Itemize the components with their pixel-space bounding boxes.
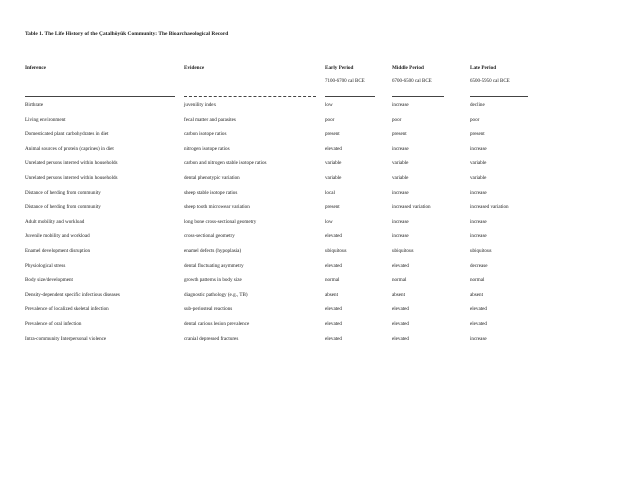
header-middle-period: Middle Period xyxy=(392,65,424,71)
cell-middle: increased variation xyxy=(392,204,431,211)
cell-late: increased variation xyxy=(470,204,509,211)
cell-early: local xyxy=(325,189,335,196)
table-caption: Table 1. The Life History of the Çatalhöyük Community: The Bioarchaeological Record xyxy=(25,31,229,37)
cell-early: elevated xyxy=(325,145,342,152)
cell-middle: elevated xyxy=(392,306,409,313)
cell-late: variable xyxy=(470,160,487,167)
table-row xyxy=(0,277,621,285)
cell-early: elevated xyxy=(325,233,342,240)
header-late-dates: 6500-5950 cal BCE xyxy=(470,79,510,84)
cell-early: poor xyxy=(325,116,335,123)
cell-middle: variable xyxy=(392,175,409,181)
table-row xyxy=(0,160,621,168)
header-late-period: Late Period xyxy=(470,65,497,71)
table-row xyxy=(0,102,621,110)
cell-early: variable xyxy=(325,160,342,167)
cell-evidence: fecal matter and parasites xyxy=(184,116,236,123)
rule-late xyxy=(470,96,528,97)
cell-early: elevated xyxy=(325,262,342,269)
cell-late: ubiquitous xyxy=(470,248,492,254)
cell-middle: increase xyxy=(392,218,409,225)
cell-late: increase xyxy=(470,233,487,240)
cell-inference: Living environment xyxy=(25,116,66,123)
cell-inference: Intra-community Interpersonal violence xyxy=(25,335,107,342)
table-row xyxy=(0,175,621,183)
cell-middle: ubiquitous xyxy=(392,248,414,254)
table-row xyxy=(0,131,621,139)
rule-early xyxy=(325,96,375,97)
cell-evidence: sheep tooth microwear variation xyxy=(184,204,250,211)
cell-late: decrease xyxy=(470,262,488,269)
cell-early: elevated xyxy=(325,321,342,327)
cell-middle: elevated xyxy=(392,262,409,269)
cell-late: increase xyxy=(470,218,487,225)
table-row xyxy=(0,190,621,198)
cell-evidence: cross-sectional geometry xyxy=(184,233,235,240)
cell-inference: Juvenile mobility and workload xyxy=(25,233,90,240)
header-evidence: Evidence xyxy=(184,65,205,71)
table-row xyxy=(0,204,621,212)
cell-early: present xyxy=(325,131,340,138)
header-early-period: Early Period xyxy=(325,65,354,71)
cell-late: absent xyxy=(470,291,484,298)
cell-middle: increase xyxy=(392,102,409,108)
cell-evidence: carbon isotope ratios xyxy=(184,131,227,138)
cell-early: absent xyxy=(325,291,339,298)
cell-evidence: dental fluctuating asymmetry xyxy=(184,262,244,269)
cell-evidence: enamel defects (hypoplasia) xyxy=(184,248,242,254)
cell-early: variable xyxy=(325,175,342,181)
cell-evidence: carbon and nitrogen stable isotope ratios xyxy=(184,160,267,167)
cell-inference: Unrelated persons interred within households xyxy=(25,160,118,167)
table-row xyxy=(0,117,621,125)
cell-middle: elevated xyxy=(392,321,409,327)
table-row xyxy=(0,248,621,256)
cell-middle: increase xyxy=(392,233,409,240)
cell-evidence: nitrogen isotope ratios xyxy=(184,145,230,152)
cell-evidence: sub-periosteal reactions xyxy=(184,306,233,313)
cell-late: elevated xyxy=(470,306,487,313)
cell-inference: Animal sources of protein (caprines) in diet xyxy=(25,145,114,152)
cell-evidence: sheep stable isotope ratios xyxy=(184,189,238,196)
cell-early: elevated xyxy=(325,335,342,342)
cell-evidence: juvenility index xyxy=(184,102,217,108)
table-row xyxy=(0,233,621,241)
cell-late: increase xyxy=(470,189,487,196)
cell-inference: Distance of herding from community xyxy=(25,204,101,211)
cell-evidence: diagnostic pathology (e.g., TB) xyxy=(184,291,248,298)
cell-early: present xyxy=(325,204,340,211)
cell-late: decline xyxy=(470,102,485,108)
cell-inference: Birthrate xyxy=(25,102,44,108)
cell-early: normal xyxy=(325,277,340,284)
table-row xyxy=(0,263,621,271)
header-inference: Inference xyxy=(25,65,46,71)
cell-early: elevated xyxy=(325,306,342,313)
table-row xyxy=(0,292,621,300)
cell-late: elevated xyxy=(470,321,487,327)
cell-inference: Prevalence of oral infection xyxy=(25,321,82,327)
cell-late: variable xyxy=(470,175,487,181)
cell-inference: Prevalence of localized skeletal infection xyxy=(25,306,109,313)
cell-inference: Enamel development disruption xyxy=(25,248,91,254)
cell-late: normal xyxy=(470,277,485,284)
cell-middle: normal xyxy=(392,277,407,284)
rule-middle xyxy=(392,96,444,97)
cell-middle: increase xyxy=(392,189,409,196)
cell-middle: present xyxy=(392,131,407,138)
cell-inference: Distance of herding from community xyxy=(25,189,101,196)
cell-late: present xyxy=(470,131,485,138)
cell-late: poor xyxy=(470,116,480,123)
cell-inference: Domesticated plant carbohydrates in diet xyxy=(25,131,109,138)
table-row xyxy=(0,321,621,329)
cell-middle: elevated xyxy=(392,335,409,342)
cell-evidence: dental phenotypic variation xyxy=(184,175,240,181)
cell-evidence: growth patterns in body size xyxy=(184,277,242,284)
table-row xyxy=(0,219,621,227)
cell-middle: poor xyxy=(392,116,402,123)
cell-late: increase xyxy=(470,145,487,152)
cell-inference: Physiological stress xyxy=(25,262,66,269)
table-row xyxy=(0,336,621,344)
header-middle-dates: 6700-6500 cal BCE xyxy=(392,79,432,84)
cell-inference: Unrelated persons interred within households xyxy=(25,175,118,181)
rule-inference xyxy=(25,96,175,97)
cell-middle: variable xyxy=(392,160,409,167)
table-row xyxy=(0,146,621,154)
cell-inference: Density-dependent specific infectious diseases xyxy=(25,291,120,298)
cell-evidence: dental carious lesion prevalence xyxy=(184,321,250,327)
header-early-dates: 7100-6700 cal BCE xyxy=(325,79,365,84)
cell-middle: increase xyxy=(392,145,409,152)
cell-middle: absent xyxy=(392,291,406,298)
cell-inference: Adult mobility and workload xyxy=(25,218,85,225)
cell-evidence: cranial depressed fractures xyxy=(184,335,239,342)
cell-early: low xyxy=(325,102,333,108)
cell-early: ubiquitous xyxy=(325,248,347,254)
cell-late: increase xyxy=(470,335,487,342)
cell-evidence: long bone cross-sectional geometry xyxy=(184,218,257,225)
cell-early: low xyxy=(325,218,333,225)
rule-evidence xyxy=(184,96,316,97)
cell-inference: Body size/development xyxy=(25,277,73,284)
table-row xyxy=(0,306,621,314)
